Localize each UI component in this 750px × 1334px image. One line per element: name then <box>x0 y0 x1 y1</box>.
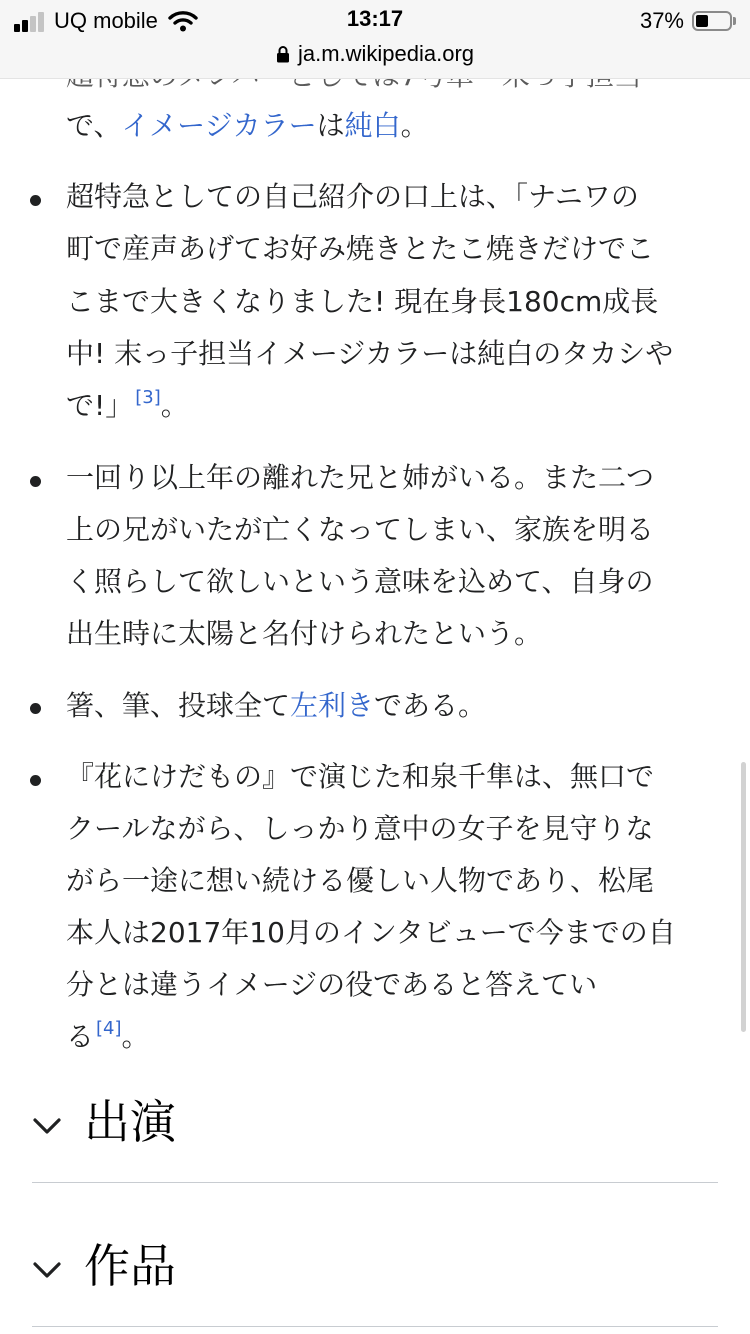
list-item-text: 分とは違うイメージの役であると答えてい <box>66 968 598 1001</box>
bullet-icon <box>30 703 41 714</box>
list-item-text: 『花にけだもの』で演じた和泉千隼は、無口で <box>66 760 655 793</box>
status-bar <box>0 0 750 79</box>
chevron-down-icon <box>32 1116 62 1136</box>
section-title: 作品 <box>84 1239 176 1293</box>
text-fragment: は <box>316 109 345 142</box>
reference-link-3[interactable]: [3] <box>135 387 161 408</box>
text-fragment: る <box>66 1020 95 1053</box>
text-fragment: である。 <box>374 689 487 722</box>
list-item-text: クールながら、しっかり意中の女子を見守りな <box>66 812 654 845</box>
section-title: 出演 <box>84 1095 176 1149</box>
battery-level-fill <box>696 15 708 27</box>
chevron-down-icon <box>32 1260 62 1280</box>
list-item-text: く照らして欲しいという意味を込めて、自身の <box>66 565 654 598</box>
text-fragment: 。 <box>121 1020 150 1053</box>
list-item-text: 上の兄がいたが亡くなってしまい、家族を明る <box>66 513 655 546</box>
list-item-text <box>66 680 486 732</box>
carrier-name: UQ mobile <box>54 8 158 33</box>
link-left-handed[interactable]: 左利き <box>290 689 375 722</box>
list-item-text: こまで大きくなりました! 現在身長180cm成長 <box>66 285 659 318</box>
section-works[interactable] <box>32 1216 718 1327</box>
list-item-text: 中! 末っ子担当イメージカラーは純白のタカシや <box>66 337 674 370</box>
scrollbar[interactable] <box>741 762 746 1032</box>
list-item-text: 超特急としての自己紹介の口上は、「ナニワの <box>66 180 639 213</box>
text-fragment: で!」 <box>66 389 134 422</box>
link-pure-white[interactable]: 純白 <box>344 109 401 142</box>
link-image-color[interactable]: イメージカラー <box>121 109 317 142</box>
battery-cap <box>733 17 736 25</box>
battery-percent: 37% <box>639 8 684 33</box>
url-bar[interactable] <box>0 38 750 70</box>
list-item-text: 町で産声あげてお好み焼きとたこ焼きだけでこ <box>66 232 655 265</box>
bullet-icon <box>30 775 41 786</box>
text-fragment: で、 <box>66 109 122 142</box>
list-item-text <box>66 1011 150 1063</box>
text-fragment: 。 <box>160 389 189 422</box>
url-text: ja.m.wikipedia.org <box>297 41 475 66</box>
list-item-text: がら一途に想い続ける優しい人物であり、松尾 <box>66 864 655 897</box>
lock-icon <box>276 45 290 63</box>
list-item-text <box>66 380 189 432</box>
battery-group <box>640 6 736 36</box>
text-fragment: 。 <box>400 109 429 142</box>
reference-link-4[interactable]: [4] <box>96 1018 122 1039</box>
list-item-text: 本人は2017年10月のインタビューで今までの自 <box>66 916 676 949</box>
text-fragment: 箸、筆、投球全て <box>66 689 291 722</box>
clock: 13:17 <box>346 6 404 31</box>
list-item-text: 一回り以上年の離れた兄と姉がいる。また二つ <box>66 461 655 494</box>
bullet-icon <box>30 195 41 206</box>
list-item-text: 出生時に太陽と名付けられたという。 <box>66 617 543 650</box>
battery-icon <box>692 11 732 31</box>
list-item-text <box>66 100 429 152</box>
bullet-icon <box>30 476 41 487</box>
section-appearances[interactable] <box>32 1072 718 1183</box>
